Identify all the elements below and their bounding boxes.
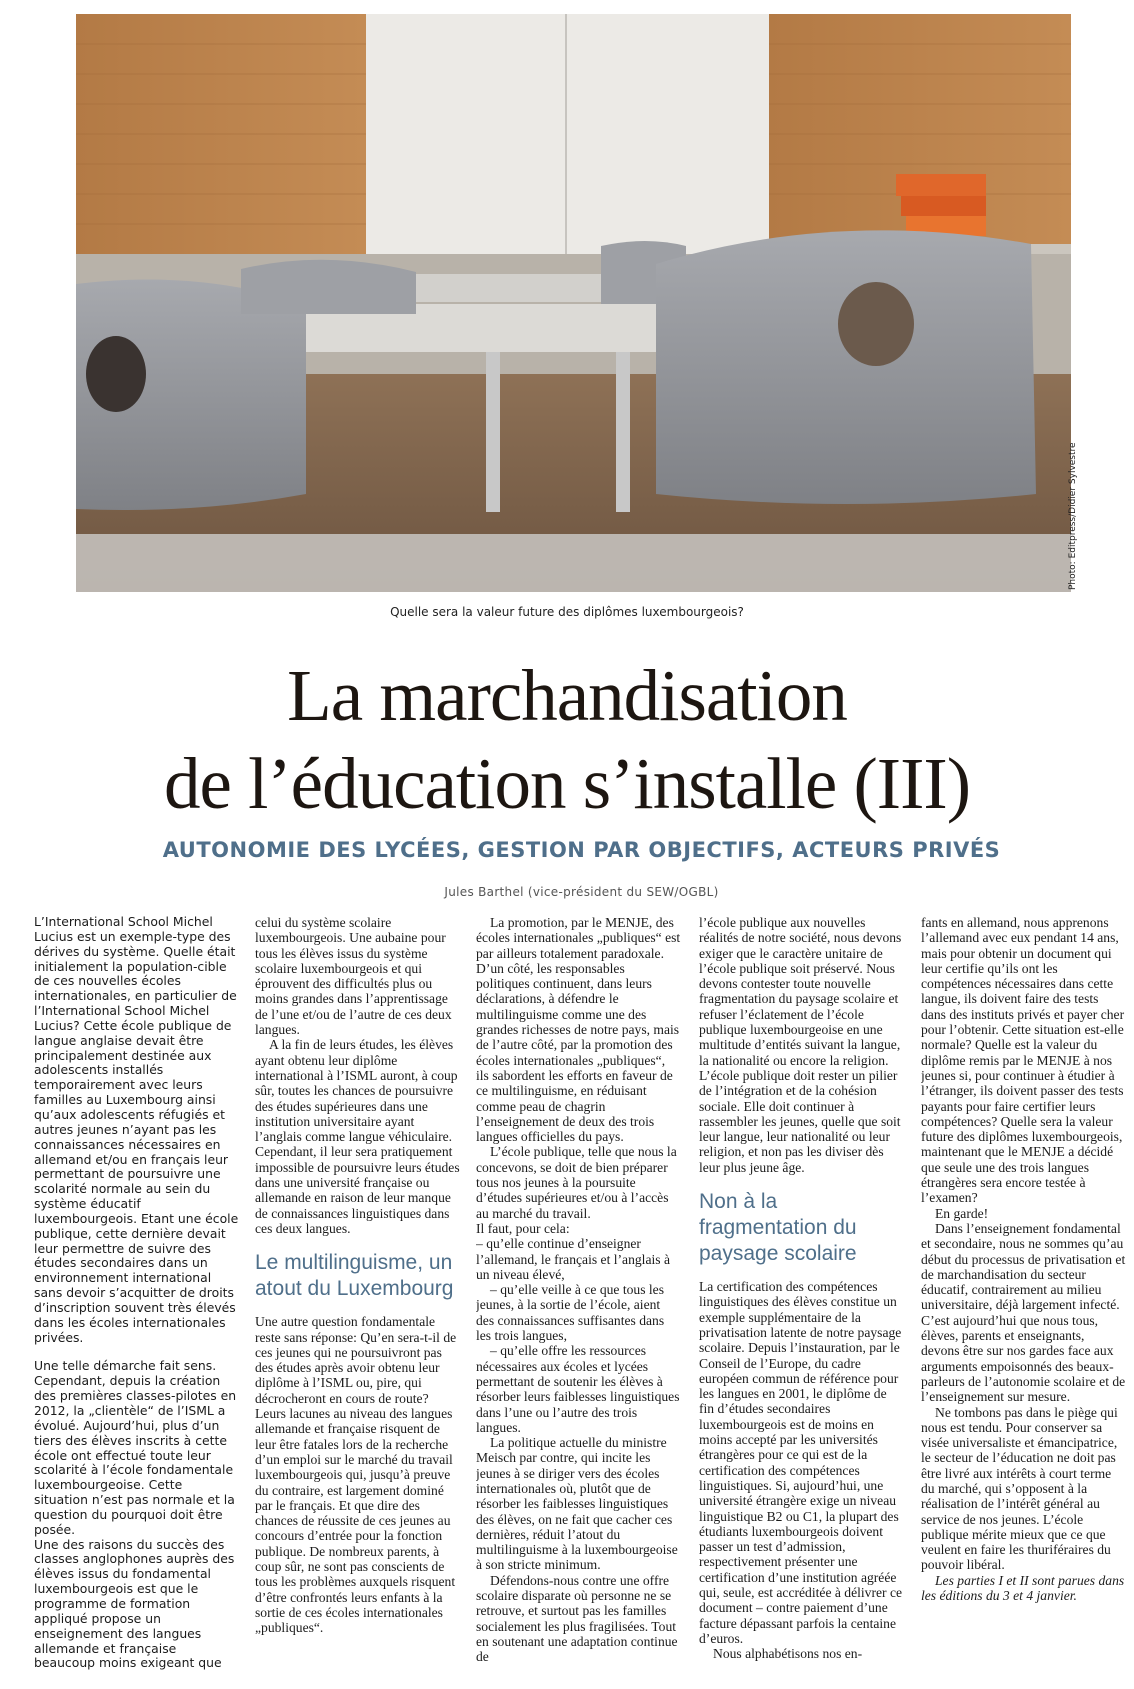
paragraph: L’International School Michel Lucius est un exemple-type des dérives du système. Quelle était initialement la population-cible de ces nouvelles écoles internationales, en particulier de l’International School Michel Lucius? Cette école publique de langue anglaise devait être principalement destinée aux adolescents installés temporairement avec leurs familles au Luxembourg ainsi qu’aux adolescents réfugiés et autres jeunes n’ayant pas les connaissances nécessaires en allemand et/ou en français leur permettant de poursuivre une scolarité normale au sein du système éducatif luxembourgeois. Etant une école publique, cette dernière devait leur permettre de suivre des études secondaires dans un environnement international sans devoir s’acquitter de droits d’inscription souvent très élevés dans les écoles internationales privées. — [34, 915, 239, 1345]
classroom-photo-illustration — [76, 14, 1071, 592]
headline-line-2: de l’éducation s’installe (III) — [163, 743, 971, 824]
column-1 — [34, 915, 239, 1683]
photo-credit: Photo: Editpress/Didier Sylvestre — [1068, 442, 1078, 590]
paragraph: L’école publique, telle que nous la concevons, se doit de bien préparer tous nos jeunes à la poursuite d’études supérieures et/ou à l’accès au marché du travail. — [476, 1144, 677, 1221]
article-headline — [40, 652, 1094, 828]
section-heading-fragmentation: Non à la fragmentation du paysage scolaire — [699, 1190, 857, 1266]
paragraph: La certification des compétences linguistiques des élèves constitue un exemple supplémentaire de la privatisation latente de notre paysage scolaire. Depuis l’instauration, par le Conseil de l’Europe, du cadre européen commun de référence pour les langues en 2001, le diplôme de fin d’études secondaires luxembourgeois est de moins en moins accepté par les universités étrangères pour ce qui est de la certification des compétences linguistiques. Si, aujourd’hui, une université étrangère exige un niveau linguistique B2 ou C1, la plupart des étudiants luxembourgeois doivent passer un test d’admission, respectivement présenter une certification d’une institution agréée qui, seule, est accréditée à délivrer ce document – contre paiement d’une facture dépassant parfois la centaine d’euros. — [699, 1279, 903, 1646]
paragraph: Dans l’enseignement fondamental et secondaire, nous ne sommes qu’au début du processus de privatisation et de marchandisation du secteur éducatif, contrairement au milieu universitaire, déjà largement infecté. C’est aujourd’hui que nous tous, élèves, parents et enseignants, devons être sur nos gardes face aux arguments empoisonnés des beaux-parleurs de l’autonomie scolaire et de l’enseignement sur mesure. — [921, 1220, 1126, 1405]
column-5 — [921, 915, 1126, 1683]
article-byline: Jules Barthel (vice-président du SEW/OGBL) — [444, 885, 719, 899]
article-subtitle: AUTONOMIE DES LYCÉES, GESTION PAR OBJECTIFS, ACTEURS PRIVÉS — [162, 838, 1001, 862]
paragraph: celui du système scolaire luxembourgeois. Une aubaine pour tous les élèves issus du système scolaire luxembourgeois et qui éprouvent des difficultés plus ou moins grandes dans l’apprentissage de l’une et/ou de l’autre de ces deux langues. — [255, 915, 452, 1038]
paragraph: En garde! — [935, 1205, 989, 1221]
paragraph: Ne tombons pas dans le piège qui nous est tendu. Pour conserver sa visée universaliste et émancipatrice, le secteur de l’éducation ne doit pas être livré aux intérêts à court terme du marché, qui s’opposent à la réalisation de l’intérêt général au service de nos jeunes. L’école publique mérite mieux que ce que veulent en faire les thuriféraires du pouvoir libéral. — [921, 1404, 1118, 1573]
list-item: – qu’elle veille à ce que tous les jeunes, à la sortie de l’école, aient des connaissances suffisantes dans les trois langues, — [476, 1282, 665, 1344]
section-heading-multilinguisme: Le multilinguisme, un atout du Luxembourg — [255, 1251, 454, 1301]
paragraph: A la fin de leurs études, les élèves ayant obtenu leur diplôme international à l’ISML auront, à coup sûr, toutes les chances de poursuivre des études supérieures dans une institution universitaire ayant l’anglais comme langue véhiculaire. Cependant, il leur sera pratiquement impossible de poursuivre leurs études dans une université française ou allemande en raison de leur manque de connaissances linguistiques dans ces deux langues. — [255, 1037, 460, 1236]
list-item: – qu’elle continue d’enseigner l’allemand, le français et l’anglais à un niveau élevé, — [476, 1236, 670, 1282]
paragraph: Cependant, depuis la création des premières classes-pilotes en 2012, la „clientèle“ de l’ISML a évolué. Aujourd’hui, plus d’un tiers des élèves inscrits à cette école ont effectué toute leur scolarité à l’école fondamentale luxembourgeoise. Cette situation n’est pas normale et la question du pourquoi doit être posée. — [34, 1373, 237, 1537]
headline-line-1: La marchandisation — [287, 655, 847, 736]
editorial-note: Les parties I et II sont parues dans les éditions du 3 et 4 janvier. — [921, 1572, 1125, 1604]
paragraph: Défendons-nous contre une offre scolaire disparate où personne ne se retrouve, et surtout pas les familles socialement les plus fragilisées. Tout en soutenant une adaptation continue de — [476, 1572, 678, 1665]
list-item: – qu’elle offre les ressources nécessaires aux écoles et lycées permettant de soutenir les élèves à résorber leurs faiblesses linguistiques dans l’une ou l’autre des trois langues. — [476, 1343, 680, 1435]
photo-caption: Quelle sera la valeur future des diplômes luxembourgeois? — [390, 605, 744, 619]
list-intro: Il faut, pour cela: — [476, 1220, 570, 1236]
paragraph: fants en allemand, nous apprenons l’allemand avec eux pendant 14 ans, mais pour obtenir un document qui leur certifie qu’ils ont les compétences nécessaires dans cette langue, ils doivent faire des tests dans des instituts privés et payer cher pour l’obtenir. Cette situation est-elle normale? Quelle est la valeur du diplôme remis par le MENJE à nos jeunes si, pour continuer à étudier à l’étranger, ils doivent passer des tests payants pour faire certifier leurs compétences? Quelle sera la valeur future des diplômes luxembourgeois, maintenant que le MENJE a décidé que seule une des trois langues étrangères sera encore testée à l’examen? — [921, 915, 1125, 1206]
paragraph: Une autre question fondamentale reste sans réponse: Qu’en sera-t-il de ces jeunes qui ne poursuivront pas des études après avoir obtenu leur diplôme à l’ISML ou, pire, qui décrocheront en cours de route? Leurs lacunes au niveau des langues allemande et française risquent de leur être fatales lors de la recherche d’un emploi sur le marché du travail luxembourgeois qui, jusqu’à preuve du contraire, est largement dominé par le français. Et que dire des chances de réussite de ces jeunes au concours d’entrée pour la fonction publique. De nombreux parents, à coup sûr, ne sont pas conscients de tous les problèmes auxquels risquent d’être confrontés leurs enfants à la sortie de ces écoles internationales „publiques“. — [255, 1314, 457, 1636]
article-photo — [76, 14, 1071, 592]
paragraph: Nous alphabétisons nos en- — [713, 1646, 863, 1662]
paragraph: l’école publique aux nouvelles réalités de notre société, nous devons exiger que le caractère unitaire de l’école publique soit préservé. Nous devons contester toute nouvelle fragmentation du paysage scolaire et refuser l’éclatement de l’école publique luxembourgeoise en une multitude d’entités suivant la langue, la nationalité ou encore la religion. L’école publique doit rester un pilier de l’intégration et de la cohésion sociale. Elle doit continuer à rassembler les jeunes, quelle que soit leur langue, leur nationalité ou leur religion, et non pas les diviser dès leur plus jeune âge. — [699, 915, 902, 1175]
paragraph: Une telle démarche fait sens. — [34, 1358, 217, 1374]
paragraph: La politique actuelle du ministre Meisch par contre, qui incite les jeunes à se diriger vers des écoles internationales où, plutôt que de résorber les faiblesses linguistiques des élèves, on ne fait que cacher ces dernières, réduit l’atout du multilinguisme à la luxembourgeoise à son stricte minimum. — [476, 1435, 678, 1573]
column-3 — [476, 915, 681, 1683]
column-4 — [699, 915, 904, 1683]
paragraph: La promotion, par le MENJE, des écoles internationales „publiques“ est par ailleurs totalement paradoxale. D’un côté, les responsables politiques continuent, dans leurs déclarations, à défendre le multilinguisme comme une des grandes richesses de notre pays, mais de l’autre côté, par la promotion des écoles internationales „publiques“, ils sabordent les efforts en faveur de ce multilinguisme, en réduisant comme peau de chagrin l’enseignement de deux des trois langues officielles du pays. — [476, 915, 681, 1145]
paragraph: Une des raisons du succès des classes anglophones auprès des élèves issus du fondamental luxembourgeois est que le programme de formation appliqué propose un enseignement des langues allemande et française beaucoup moins exigeant que — [34, 1536, 235, 1671]
column-2 — [255, 915, 460, 1683]
